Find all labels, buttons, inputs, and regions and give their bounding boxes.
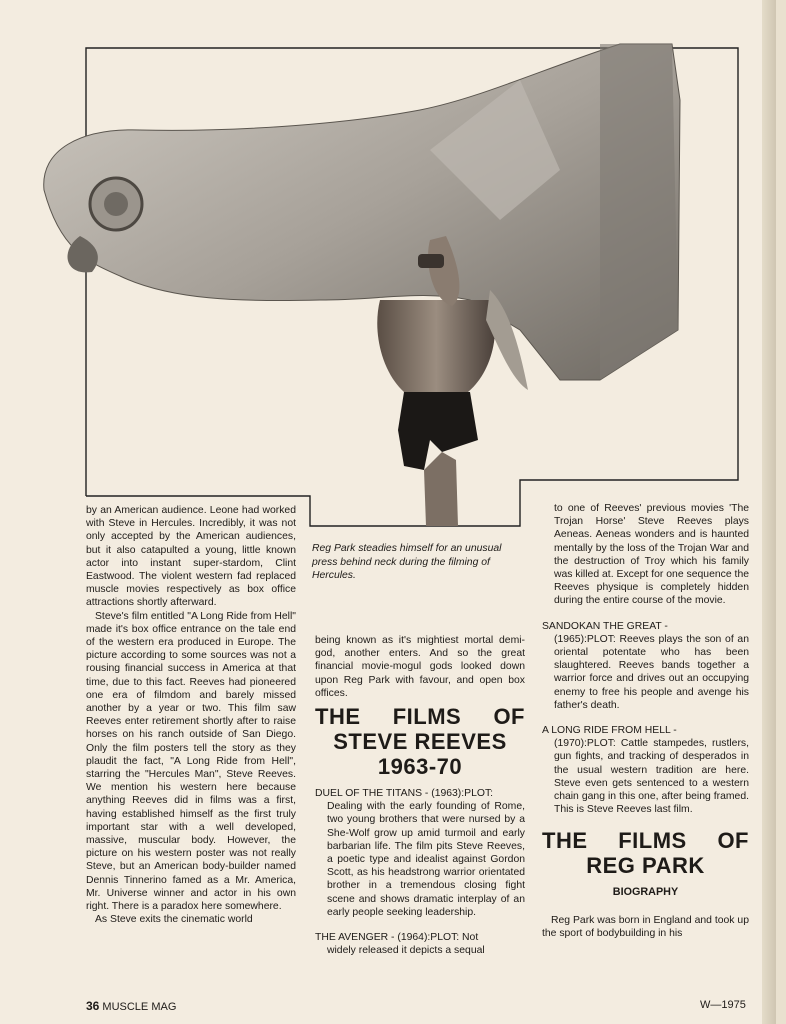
film-plot: Dealing with the early founding of Rome, two young brothers that were nursed by a She-Wolf grow up amid turmoil and early barbarian life. The film pits Steve Reeves, a poetic type and idealist against Gordon Scott, as his headstrong warrior orientated brother in a tremendous closing fight scene and shows dramatic interplay of an early people seeking leadership. xyxy=(327,801,525,918)
column-2 xyxy=(315,634,525,969)
film-plot: widely released it depicts a sequal xyxy=(327,945,485,957)
column-1 xyxy=(86,504,296,927)
paragraph: As Steve exits the cinematic world xyxy=(95,914,253,926)
footer-left xyxy=(86,999,176,1013)
paragraph: Reg Park was born in England and took up the sport of bodybuilding in his xyxy=(542,914,749,939)
film-entry xyxy=(542,724,749,816)
page-number: 36 xyxy=(86,999,100,1013)
film-entry xyxy=(315,787,525,919)
column-3 xyxy=(542,502,749,940)
photo-caption: Reg Park steadies himself for an unusual press behind neck during the filming of Hercules. xyxy=(312,543,502,582)
subheading: BIOGRAPHY xyxy=(612,886,679,899)
film-plot: (1970):PLOT: Cattle stampedes, rustlers, gun fights, and tracking of desperados in the usual western tradition are here. Steve even gets sentenced to a western chain gang in this one, after being framed. This is Steve Reeves last film. xyxy=(554,738,749,816)
paragraph: by an American audience. Leone had worked with Steve in Hercules. Incredibly, it was not only accepted by the American audiences, but it also catapulted a young, little known actor into instant super-stardom, Clint Eastwood. The violent western fad replaced muscle movies respectively as box office attractions shortly afterward. xyxy=(86,505,296,609)
paragraph: Steve's film entitled "A Long Ride from Hell" made it's box office entrance on the tale end of the western era produced in Europe. The picture according to some sources was not a rousing financial success in America at that time, due to this fact. Reeves had pioneered one era of filmdom and barely missed another by a year or two. This film saw Reeves enter retirement shortly after to raise horses on his ranch outside of San Diego. Only the film posters tell the story as they plaudit the fact, "A Long Ride from Hell", starring the "Hercules Man", Steve Reeves. We mention his western here because anything Reeves did in films was a first, having established himself as the first truly important star with a well developed, massive, muscular body. However, the picture on his western poster was not really Steve, but an American body-builder named Dennis Tinnerino famed as a Mr. America, Mr. Universe winner and actor in his own right. There is a paradox here somewhere. xyxy=(86,610,296,913)
film-title: THE AVENGER - (1964):PLOT: Not xyxy=(315,932,479,944)
film-plot: (1965):PLOT: Reeves plays the son of an oriental potentate who has been slaughtered. Reeves bands together a warrior force and drives out an occupying enemy to free his people and avenge his father's death. xyxy=(554,633,749,711)
issue-label: W—1975 xyxy=(700,999,746,1011)
film-title: A LONG RIDE FROM HELL - xyxy=(542,725,677,737)
film-entry xyxy=(542,620,749,712)
magazine-name: MUSCLE MAG xyxy=(102,1001,177,1013)
film-title: SANDOKAN THE GREAT - xyxy=(542,620,668,632)
section-heading-reg-park: THE FILMS OF REG PARK xyxy=(542,828,749,879)
film-entry xyxy=(315,931,525,957)
film-title: DUEL OF THE TITANS - (1963):PLOT: xyxy=(315,788,494,800)
section-heading-steve-reeves: THE FILMS OF STEVE REEVES 1963-70 xyxy=(315,704,525,780)
paragraph: to one of Reeves' previous movies 'The Trojan Horse' Steve Reeves plays Aeneas. Aeneas wonders and is haunted mentally by the loss of the Trojan War and the destruction of Troy which his family was killed at. Except for one sequence the Reeves physique is completely hidden during the entire course of the movie. xyxy=(554,503,749,607)
paragraph: being known as it's mightiest mortal demi-god, another enters. And so the great financial movie-mogul gods looked down upon Reg Park with favour, and open box offices. xyxy=(315,635,525,699)
